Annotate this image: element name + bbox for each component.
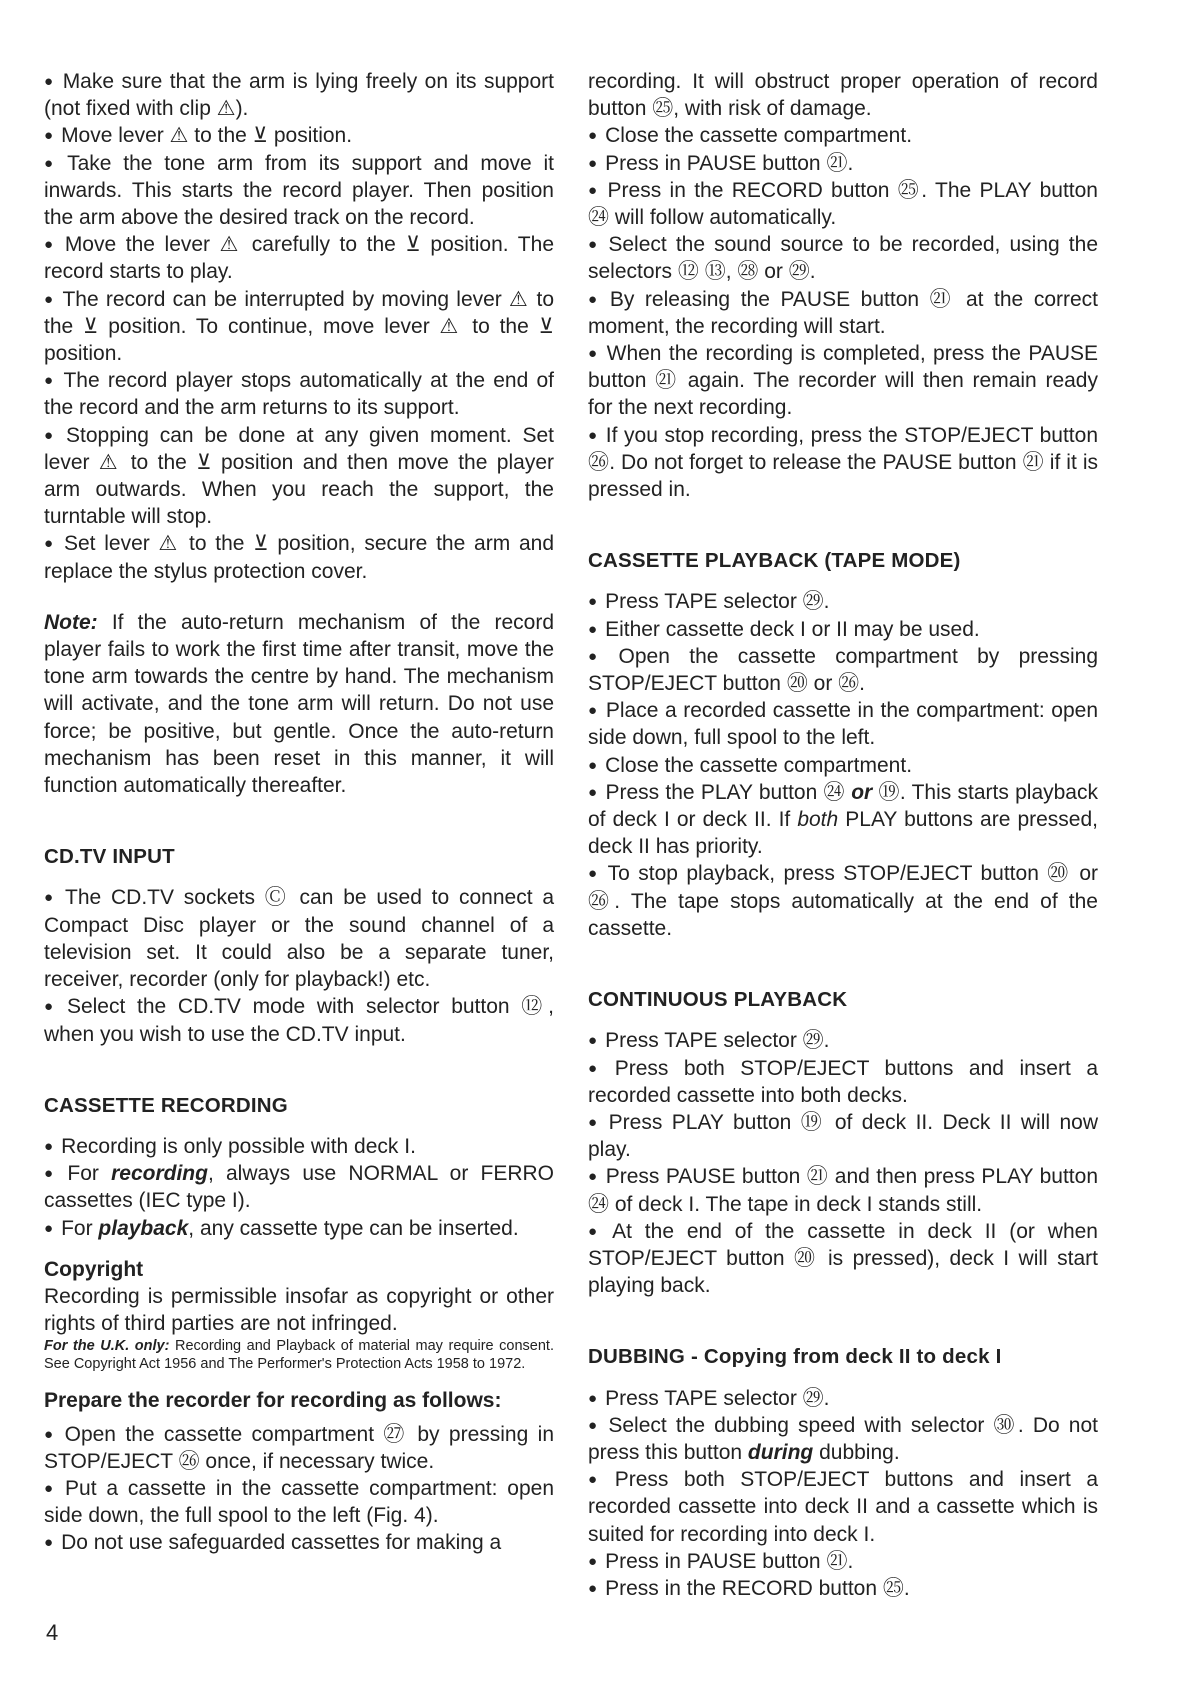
spacer [44,585,554,609]
copyright-heading: Copyright [44,1257,144,1281]
list-item: ● Put a cassette in the cassette compartment: open side down, the full spool to the left (Fig. 4). [44,1476,554,1528]
list-item: ● Select the sound source to be recorded, using the selectors ⑫ ⑬, ㉘ or ㉙. [588,233,1099,284]
bullet-icon: ● [588,1416,601,1434]
spacer [588,574,1098,588]
uk-notice: For the U.K. only: Recording and Playback of material may require consent. See Copyright Act 1956 and The Performer's Protection Acts 1958 to 1972. [44,1338,554,1373]
bullet-icon: ● [588,1552,598,1570]
bullet-icon: ● [44,290,55,308]
section-heading-playback: CASSETTE PLAYBACK (TAPE MODE) [588,549,961,573]
list-item: ● Press in PAUSE button ㉑. [588,151,854,175]
bullet-icon: ● [588,593,598,611]
bullet-icon: ● [588,1059,607,1077]
list-item: ● The record can be interrupted by moving lever ⚠ to the ⊻ position. To continue, move lever ⚠ to the ⊻ position. [44,287,554,366]
copyright-text: Recording is permissible insofar as copyright or other rights of third parties are not infringed. [44,1284,554,1336]
bullet-icon: ● [588,154,598,172]
spacer [588,1371,1098,1385]
bullet-icon: ● [588,783,598,801]
continuation-text: recording. It will obstruct proper operation of record button ㉕, with risk of damage. [588,70,1098,121]
spacer [588,942,1098,986]
list-item: ● If you stop recording, press the STOP/EJECT button ㉖. Do not forget to release the PAUSE button ㉑ if it is pressed in. [588,423,1099,502]
list-item: ● Recording is only possible with deck I. [44,1134,416,1158]
bullet-icon: ● [588,1389,598,1407]
list-item: ● Open the cassette compartment ㉗ by pressing in STOP/EJECT ㉖ once, if necessary twice. [44,1422,554,1473]
spacer [44,1242,554,1256]
bullet-icon: ● [588,426,598,444]
bullet-icon: ● [44,1534,54,1552]
bullet-icon: ● [44,127,54,145]
bullet-icon: ● [588,865,600,883]
spacer [588,1299,1098,1343]
prepare-heading: Prepare the recorder for recording as follows: [44,1389,502,1413]
list-item: ● Press in the RECORD button ㉕. The PLAY button ㉔ will follow automatically. [588,178,1098,230]
bullet-icon: ● [44,73,55,90]
list-item: ● Press PLAY button ⑲ of deck II. Deck II will now play. [588,1110,1099,1162]
right-column [588,68,1098,1602]
list-item: ● Do not use safeguarded cassettes for making a [44,1531,502,1555]
bullet-icon: ● [588,1579,598,1597]
bullet-icon: ● [588,647,611,665]
list-item: ● Press both STOP/EJECT buttons and insert a recorded cassette into both decks. [588,1056,1098,1107]
bullet-icon: ● [588,702,598,720]
list-item: ● The record player stops automatically at the end of the record and the arm returns to its support. [44,369,554,420]
list-item: ● When the recording is completed, press the PAUSE button ㉑ again. The recorder will then remain ready for the next recording. [588,342,1099,420]
list-item: ● Press TAPE selector ㉙. [588,1386,830,1410]
bullet-icon: ● [588,1168,598,1186]
list-item: ● By releasing the PAUSE button ㉑ at the correct moment, the recording will start. [588,287,1098,338]
spacer [44,1373,554,1387]
bullet-icon: ● [588,756,598,774]
list-item: ● Place a recorded cassette in the compartment: open side down, full spool to the left. [588,699,1099,750]
list-item: ● Press in PAUSE button ㉑. [588,1549,854,1573]
section-heading-cdtv: CD.TV INPUT [44,845,175,869]
list-item: ● Either cassette deck I or II may be used. [588,617,980,641]
bullet-icon: ● [588,290,602,308]
spacer [44,870,554,884]
bullet-icon: ● [44,889,58,907]
bullet-icon: ● [588,1032,598,1050]
bullet-icon: ● [588,181,600,199]
spacer [588,503,1098,547]
bullet-icon: ● [588,1113,601,1131]
bullet-icon: ● [588,1471,607,1489]
list-item: ● Stopping can be done at any given moment. Set lever ⚠ to the ⊻ position and then move the player arm outwards. When you reach the support, the turntable will stop. [44,423,554,529]
list-item: ● Close the cassette compartment. [588,124,913,148]
list-item: ● Make sure that the arm is lying freely on its support (not fixed with clip ⚠). [44,70,554,121]
section-heading-recording: CASSETTE RECORDING [44,1093,288,1117]
list-item: ● To stop playback, press STOP/EJECT button ⑳ or ㉖. The tape stops automatically at the end of the cassette. [588,862,1098,940]
section-heading-dubbing: DUBBING - Copying from deck II to deck I [588,1345,1002,1369]
list-item: ● Press TAPE selector ㉙. [588,1029,830,1053]
bullet-icon: ● [44,1219,54,1237]
section-heading-continuous: CONTINUOUS PLAYBACK [588,988,848,1012]
list-item: ● Open the cassette compartment by pressing STOP/EJECT button ⑳ or ㉖. [588,644,1098,696]
spacer [44,799,554,843]
list-item: ● Select the CD.TV mode with selector button ⑫, when you wish to use the CD.TV input. [44,995,555,1046]
page-number: 4 [46,1620,59,1645]
bullet-icon: ● [44,1137,54,1155]
list-item: ● Press PAUSE button ㉑ and then press PLAY button ㉔ of deck I. The tape in deck I stands still. [588,1165,1098,1216]
list-item: ● Set lever ⚠ to the ⊻ position, secure the arm and replace the stylus protection cover. [44,532,554,583]
bullet-icon: ● [44,998,59,1016]
spacer [588,1013,1098,1027]
bullet-icon: ● [44,1165,60,1183]
list-item: ● Close the cassette compartment. [588,753,913,777]
bullet-icon: ● [44,372,56,390]
bullet-icon: ● [588,127,598,145]
list-item: ● The CD.TV sockets Ⓒ can be used to connect a Compact Disc player or the sound channel of a television set. It could also be a separate tuner, receiver, recorder (only for playback!) etc. [44,886,555,992]
list-item: ● For playback, any cassette type can be inserted. [44,1216,519,1240]
list-item: ● Move the lever ⚠ carefully to the ⊻ position. The record starts to play. [44,233,554,284]
note-paragraph [44,609,554,799]
list-item: ● Take the tone arm from its support and move it inwards. This starts the record player. Then position the arm above the desired track on the record. [44,151,554,230]
bullet-icon: ● [44,535,56,553]
bullet-icon: ● [588,1222,605,1240]
list-item: ● For recording, always use NORMAL or FERRO cassettes (IEC type I). [44,1162,555,1213]
spacer [44,1048,554,1092]
bullet-icon: ● [44,154,60,172]
list-item: ● Press both STOP/EJECT buttons and insert a recorded cassette into deck II and a cassette which is suited for recording into deck I. [588,1468,1098,1546]
list-item: ● Press the PLAY button ㉔ or ⑲. This starts playback of deck I or deck II. If both PLAY buttons are pressed, deck II has priority. [588,780,1098,859]
bullet-icon: ● [44,236,57,254]
bullet-icon: ● [588,345,599,363]
spacer [44,1119,554,1133]
list-item: ● At the end of the cassette in deck II (or when STOP/EJECT button ⑳ is pressed), deck I will start playing back. [588,1219,1098,1298]
bullet-icon: ● [44,1479,58,1497]
list-item: ● Press in the RECORD button ㉕. [588,1576,910,1600]
note-text: If the auto-return mechanism of the record player fails to work the first time after transit, move the tone arm towards the centre by hand. The mechanism will activate, and the tone arm will return. Do not use force; be positive, but gentle. Once the auto-return mechanism has been reset in this manner, it will function automatically thereafter. [44,610,554,798]
left-column [44,68,554,1557]
note-label: Note: [44,610,98,634]
bullet-icon: ● [44,426,59,444]
list-item: ● Move lever ⚠ to the ⊻ position. [44,124,353,148]
bullet-icon: ● [588,236,601,254]
list-item: ● Select the dubbing speed with selector ㉚. Do not press this button during dubbing. [588,1413,1098,1464]
bullet-icon: ● [44,1425,57,1443]
bullet-icon: ● [588,620,598,638]
list-item: ● Press TAPE selector ㉙. [588,590,830,614]
